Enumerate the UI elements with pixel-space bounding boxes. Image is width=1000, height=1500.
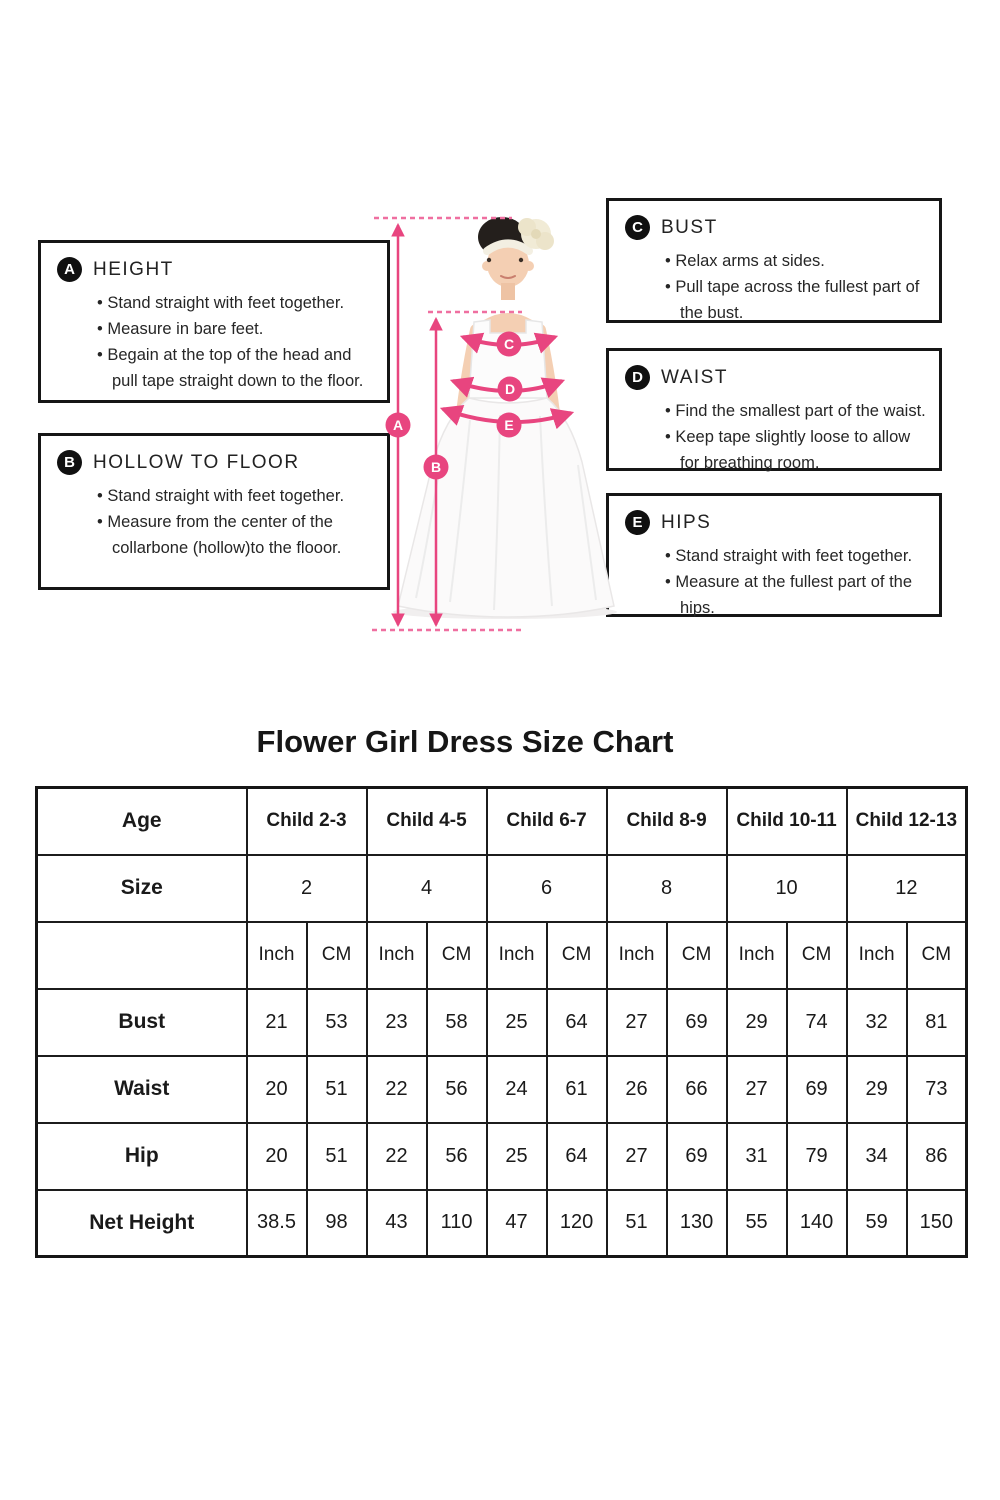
badge-d-letter: D bbox=[504, 381, 516, 397]
size-chart-value-cell: 51 bbox=[307, 1123, 367, 1190]
size-chart-value-cell: 29 bbox=[727, 989, 787, 1056]
instruction-bullet: • Measure at the fullest part of the hips. bbox=[665, 569, 931, 621]
size-chart-value-cell: 8 bbox=[607, 855, 727, 922]
size-chart-value-cell: 74 bbox=[787, 989, 847, 1056]
letter-d-badge: D bbox=[625, 365, 650, 390]
size-chart-value-cell: 26 bbox=[607, 1056, 667, 1123]
size-chart-value-cell: 73 bbox=[907, 1056, 967, 1123]
instruction-bullet: • Begain at the top of the head and pull tape straight down to the floor. bbox=[97, 342, 379, 394]
size-chart-value-cell: 43 bbox=[367, 1190, 427, 1257]
size-chart-row bbox=[37, 1190, 967, 1257]
size-chart-value-cell: 69 bbox=[667, 989, 727, 1056]
girl-neck bbox=[501, 283, 515, 300]
size-chart-row bbox=[37, 989, 967, 1056]
age-header-cell: Child 10-11 bbox=[727, 788, 847, 855]
size-chart-value-cell: 64 bbox=[547, 1123, 607, 1190]
size-chart-value-cell: 69 bbox=[667, 1123, 727, 1190]
unit-header-cell: Inch bbox=[727, 922, 787, 989]
unit-header-cell: CM bbox=[547, 922, 607, 989]
instruction-bullet-list bbox=[625, 398, 931, 476]
unit-header-cell: CM bbox=[907, 922, 967, 989]
instruction-box-header bbox=[57, 450, 379, 475]
size-chart-value-cell: 34 bbox=[847, 1123, 907, 1190]
size-chart-value-cell: 21 bbox=[247, 989, 307, 1056]
instruction-bullet: • Stand straight with feet together. bbox=[665, 543, 931, 569]
instruction-bullet-list bbox=[625, 543, 931, 621]
unit-header-cell: CM bbox=[427, 922, 487, 989]
size-chart-row-label: Size bbox=[37, 855, 247, 922]
size-chart-value-cell: 140 bbox=[787, 1190, 847, 1257]
size-chart-value-cell: 110 bbox=[427, 1190, 487, 1257]
unit-header-cell: Inch bbox=[607, 922, 667, 989]
instruction-bullet-list bbox=[625, 248, 931, 326]
size-chart-row-label: Net Height bbox=[37, 1190, 247, 1257]
size-chart-value-cell: 51 bbox=[607, 1190, 667, 1257]
flower-girl-measurement-figure bbox=[360, 195, 645, 650]
instruction-bullet: • Stand straight with feet together. bbox=[97, 290, 379, 316]
size-chart-value-cell: 66 bbox=[667, 1056, 727, 1123]
size-chart-value-cell: 98 bbox=[307, 1190, 367, 1257]
size-chart-row bbox=[37, 1056, 967, 1123]
age-header-cell: Child 8-9 bbox=[607, 788, 727, 855]
size-chart-value-cell: 25 bbox=[487, 1123, 547, 1190]
girl-chest bbox=[484, 313, 532, 333]
size-chart-row bbox=[37, 788, 967, 855]
instruction-box-header bbox=[625, 365, 931, 390]
badge-e-letter: E bbox=[504, 417, 514, 433]
size-chart-value-cell: 59 bbox=[847, 1190, 907, 1257]
letter-b-badge: B bbox=[57, 450, 82, 475]
size-chart-value-cell: 25 bbox=[487, 989, 547, 1056]
size-chart-value-cell: 56 bbox=[427, 1056, 487, 1123]
size-chart-value-cell: 4 bbox=[367, 855, 487, 922]
size-chart-value-cell: 22 bbox=[367, 1056, 427, 1123]
unit-header-cell: Inch bbox=[247, 922, 307, 989]
size-chart-value-cell: 81 bbox=[907, 989, 967, 1056]
instruction-box-title: HOLLOW TO FLOOR bbox=[93, 451, 300, 473]
size-chart-value-cell: 120 bbox=[547, 1190, 607, 1257]
size-chart-row-label bbox=[37, 922, 247, 989]
size-chart-value-cell: 79 bbox=[787, 1123, 847, 1190]
instruction-box-title: WAIST bbox=[661, 366, 728, 388]
instruction-bullet: • Find the smallest part of the waist. bbox=[665, 398, 931, 424]
instruction-bullet-list bbox=[57, 290, 379, 394]
size-chart-value-cell: 24 bbox=[487, 1056, 547, 1123]
size-chart-value-cell: 27 bbox=[607, 1123, 667, 1190]
instruction-bullet: • Stand straight with feet together. bbox=[97, 483, 379, 509]
size-chart-value-cell: 64 bbox=[547, 989, 607, 1056]
size-chart-value-cell: 55 bbox=[727, 1190, 787, 1257]
instruction-bullet: • Keep tape slightly loose to allow for breathing room. bbox=[665, 424, 931, 476]
size-chart-value-cell: 10 bbox=[727, 855, 847, 922]
size-chart-row-label: Age bbox=[37, 788, 247, 855]
size-chart-table bbox=[35, 786, 968, 1258]
instruction-box-hollow-to-floor bbox=[38, 433, 390, 590]
size-chart-value-cell: 31 bbox=[727, 1123, 787, 1190]
size-chart-value-cell: 130 bbox=[667, 1190, 727, 1257]
size-chart-value-cell: 2 bbox=[247, 855, 367, 922]
size-chart-title: Flower Girl Dress Size Chart bbox=[256, 724, 674, 759]
badge-a-letter: A bbox=[392, 417, 404, 433]
size-chart-value-cell: 51 bbox=[307, 1056, 367, 1123]
age-header-cell: Child 6-7 bbox=[487, 788, 607, 855]
badge-b-letter: B bbox=[430, 459, 442, 475]
size-chart-row bbox=[37, 922, 967, 989]
size-chart-value-cell: 58 bbox=[427, 989, 487, 1056]
instruction-bullet: • Relax arms at sides. bbox=[665, 248, 931, 274]
instruction-bullet: • Measure in bare feet. bbox=[97, 316, 379, 342]
size-chart-value-cell: 86 bbox=[907, 1123, 967, 1190]
size-chart-value-cell: 20 bbox=[247, 1056, 307, 1123]
age-header-cell: Child 2-3 bbox=[247, 788, 367, 855]
instruction-bullet-list bbox=[57, 483, 379, 561]
size-chart-value-cell: 32 bbox=[847, 989, 907, 1056]
age-header-cell: Child 4-5 bbox=[367, 788, 487, 855]
size-chart-row bbox=[37, 855, 967, 922]
size-chart-value-cell: 56 bbox=[427, 1123, 487, 1190]
size-chart-value-cell: 23 bbox=[367, 989, 427, 1056]
instruction-box-height bbox=[38, 240, 390, 403]
size-chart-row-label: Bust bbox=[37, 989, 247, 1056]
instruction-box-header bbox=[57, 257, 379, 282]
instruction-box-header bbox=[625, 215, 931, 240]
size-chart-row bbox=[37, 1123, 967, 1190]
size-chart-value-cell: 69 bbox=[787, 1056, 847, 1123]
instruction-box-bust bbox=[606, 198, 942, 323]
letter-c-badge: C bbox=[625, 215, 650, 240]
size-chart-value-cell: 12 bbox=[847, 855, 967, 922]
size-chart-value-cell: 27 bbox=[727, 1056, 787, 1123]
size-chart-body bbox=[37, 788, 967, 1257]
badge-c-letter: C bbox=[503, 336, 515, 352]
girl-eye-right bbox=[519, 258, 523, 262]
letter-e-badge: E bbox=[625, 510, 650, 535]
instruction-box-title: HIPS bbox=[661, 511, 712, 533]
girl-ear-right bbox=[524, 261, 534, 271]
instruction-bullet: • Measure from the center of the collarbone (hollow)to the flooor. bbox=[97, 509, 379, 561]
size-chart-value-cell: 150 bbox=[907, 1190, 967, 1257]
instruction-box-title: HEIGHT bbox=[93, 258, 174, 280]
size-chart-row-label: Hip bbox=[37, 1123, 247, 1190]
size-chart-value-cell: 29 bbox=[847, 1056, 907, 1123]
girl-ear-left bbox=[482, 261, 492, 271]
instruction-bullet: • Pull tape across the fullest part of the bust. bbox=[665, 274, 931, 326]
size-chart-value-cell: 20 bbox=[247, 1123, 307, 1190]
instruction-box-waist bbox=[606, 348, 942, 471]
girl-eye-left bbox=[487, 258, 491, 262]
unit-header-cell: CM bbox=[667, 922, 727, 989]
size-chart-row-label: Waist bbox=[37, 1056, 247, 1123]
letter-a-badge: A bbox=[57, 257, 82, 282]
instruction-box-title: BUST bbox=[661, 216, 718, 238]
size-chart-value-cell: 47 bbox=[487, 1190, 547, 1257]
age-header-cell: Child 12-13 bbox=[847, 788, 967, 855]
size-chart-value-cell: 61 bbox=[547, 1056, 607, 1123]
unit-header-cell: Inch bbox=[487, 922, 547, 989]
size-chart-value-cell: 38.5 bbox=[247, 1190, 307, 1257]
size-chart-value-cell: 27 bbox=[607, 989, 667, 1056]
size-chart-value-cell: 6 bbox=[487, 855, 607, 922]
unit-header-cell: Inch bbox=[847, 922, 907, 989]
unit-header-cell: CM bbox=[787, 922, 847, 989]
size-chart-value-cell: 53 bbox=[307, 989, 367, 1056]
size-chart-value-cell: 22 bbox=[367, 1123, 427, 1190]
instruction-box-hips bbox=[606, 493, 942, 617]
unit-header-cell: CM bbox=[307, 922, 367, 989]
instruction-box-header bbox=[625, 510, 931, 535]
unit-header-cell: Inch bbox=[367, 922, 427, 989]
